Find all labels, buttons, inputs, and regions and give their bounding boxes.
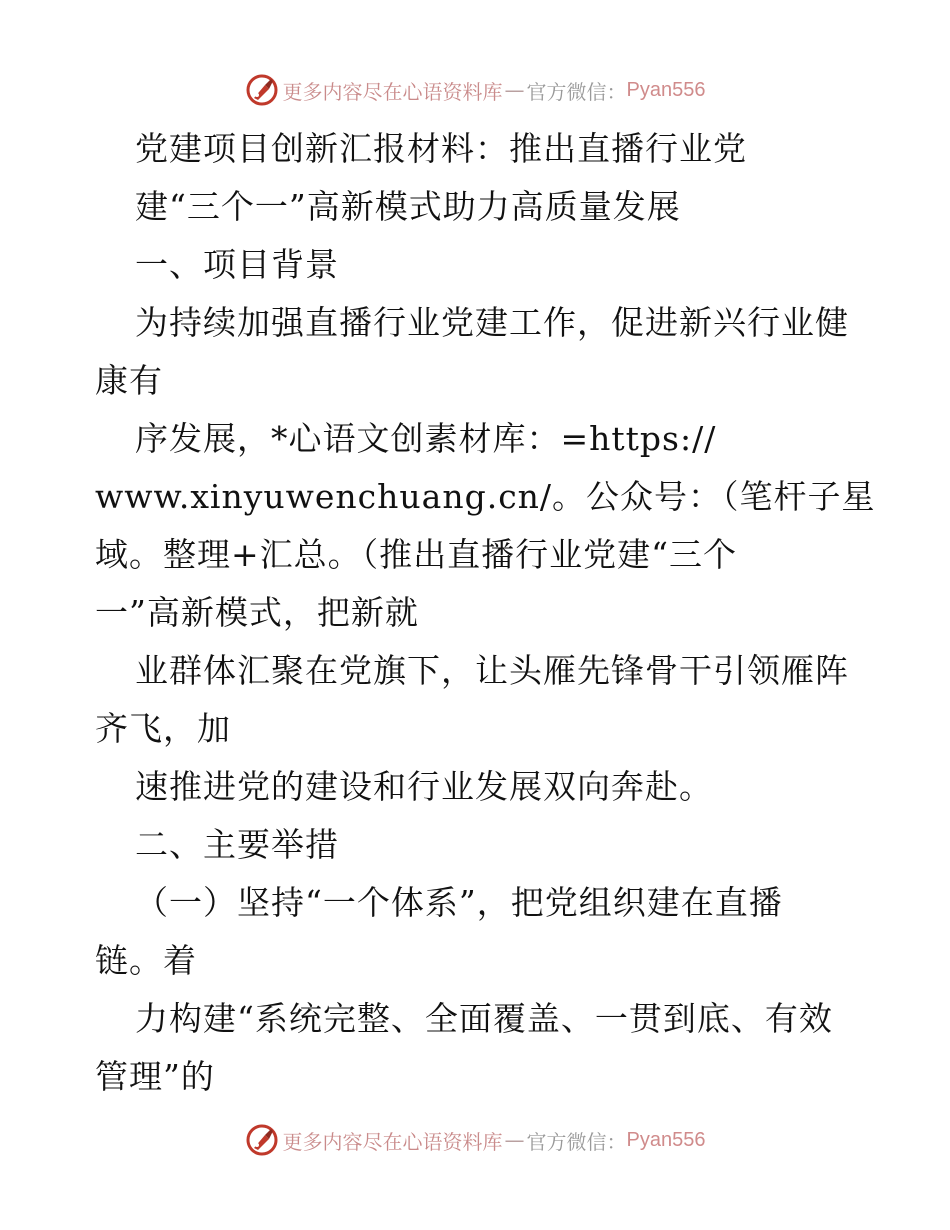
pen-nib-logo-icon — [245, 73, 279, 107]
document-body — [95, 120, 876, 1106]
paragraph-line: 齐飞，加 — [95, 709, 231, 748]
paragraph-line: 为持续加强直播行业党建工作，促进新兴行业健 — [135, 303, 849, 342]
subsection-heading-line: （一）坚持“一个体系”，把党组织建在直播 — [135, 883, 783, 922]
paragraph-line: www.xinyuwenchuang.cn/。公众号：（笔杆子星 — [95, 477, 876, 516]
document-title-line-2: 建“三个一”高新模式助力高质量发展 — [135, 187, 681, 226]
watermark-dash: — — [504, 1128, 525, 1152]
paragraph-line: 域。整理+汇总。（推出直播行业党建“三个 — [95, 535, 738, 574]
paragraph-line: 业群体汇聚在党旗下，让头雁先锋骨干引领雁阵 — [135, 651, 849, 690]
header-watermark — [0, 70, 950, 110]
section-heading-measures: 二、主要举措 — [135, 825, 339, 864]
watermark-official-label: 官方微信： — [526, 1129, 627, 1154]
watermark-handle: Pyan556 — [626, 1128, 706, 1151]
paragraph-line: 速推进党的建设和行业发展双向奔赴。 — [135, 767, 713, 806]
watermark-dash: — — [504, 78, 525, 102]
watermark-promo-text: 更多内容尽在心语资料库 — [282, 1129, 503, 1154]
watermark-official-label: 官方微信： — [526, 79, 627, 104]
watermark-handle: Pyan556 — [626, 78, 706, 101]
footer-watermark — [0, 1120, 950, 1160]
paragraph-line: 管理”的 — [95, 1057, 215, 1096]
paragraph-line: 链。着 — [95, 941, 197, 980]
paragraph-line: 康有 — [95, 361, 163, 400]
paragraph-line: 力构建“系统完整、全面覆盖、一贯到底、有效 — [135, 999, 833, 1038]
paragraph-line: 一”高新模式，把新就 — [95, 593, 419, 632]
watermark-promo-text: 更多内容尽在心语资料库 — [282, 79, 503, 104]
pen-nib-logo-icon — [245, 1123, 279, 1157]
document-title-line-1: 党建项目创新汇报材料：推出直播行业党 — [135, 129, 747, 168]
paragraph-line: 序发展，*心语文创素材库：=https:// — [135, 419, 717, 458]
section-heading-background: 一、项目背景 — [135, 245, 339, 284]
